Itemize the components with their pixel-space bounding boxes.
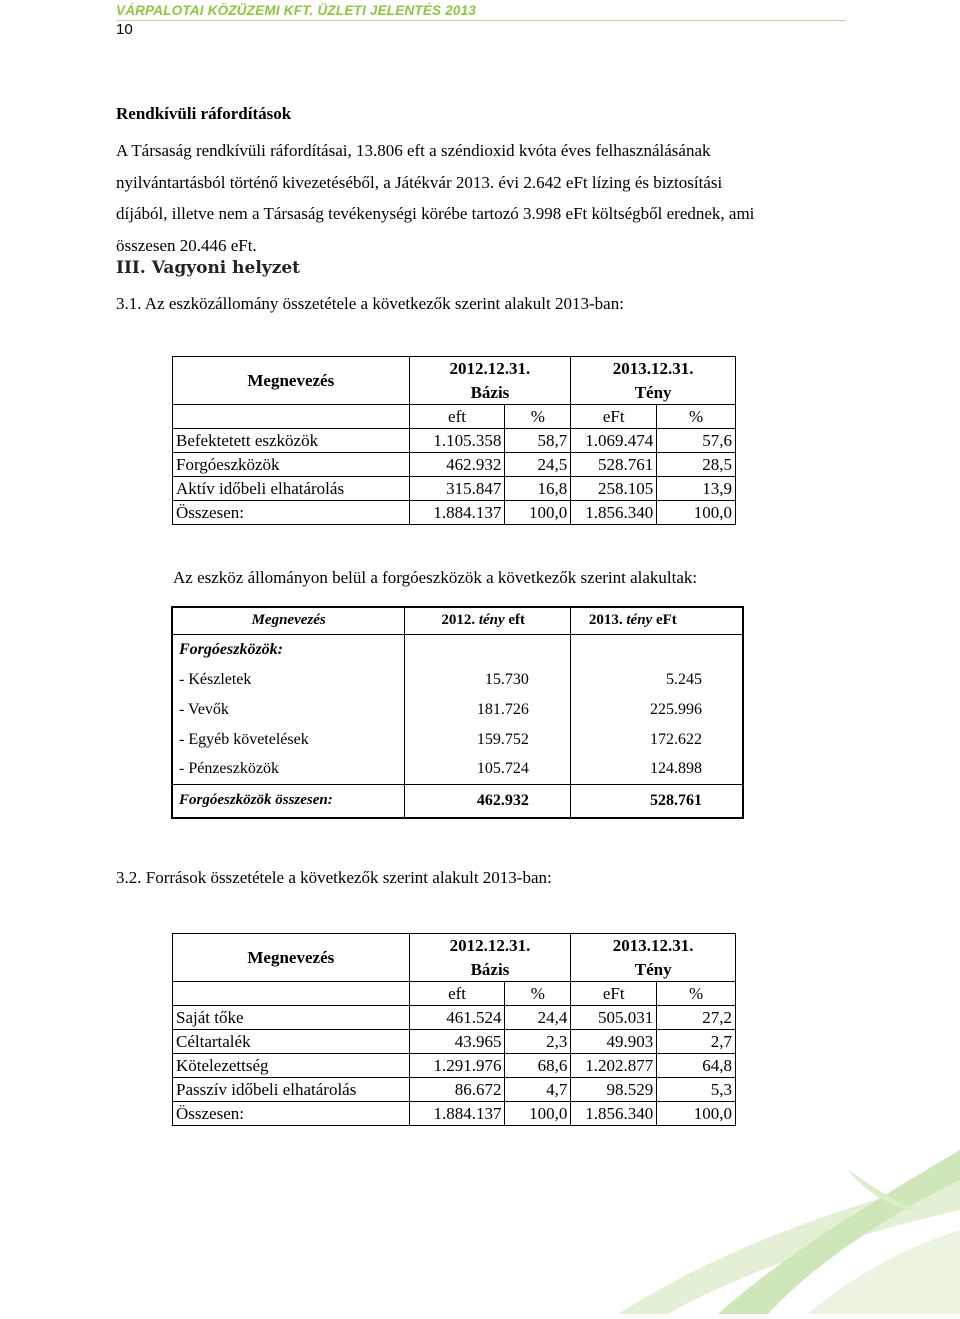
col-header-fact-label: Tény <box>571 958 736 982</box>
col-header-base-label: Bázis <box>409 381 571 405</box>
unit-eft: eft <box>409 982 505 1006</box>
cell-value: 43.965 <box>409 1030 505 1054</box>
table-row <box>172 754 743 784</box>
cell-percent: 100,0 <box>657 1102 736 1126</box>
cell-percent: 100,0 <box>657 501 736 525</box>
cell-percent: 64,8 <box>657 1054 736 1078</box>
paragraph-line: összesen 20.446 eFt. <box>116 235 257 255</box>
cell-value: 181.726 <box>405 694 571 724</box>
col-header-fact-date: 2013.12.31. <box>571 357 736 381</box>
cell-value: 1.202.877 <box>571 1054 657 1078</box>
subheading-3-2: 3.2. Források összetétele a következők szerint alakult 2013-ban: <box>116 868 552 887</box>
cell-percent: 68,6 <box>505 1054 571 1078</box>
col-header-base-label: Bázis <box>409 958 571 982</box>
paragraph-line: A Társaság rendkívüli ráfordításai, 13.806 eft a széndioxid kvóta éves felhasználásának <box>116 141 711 160</box>
header-divider <box>116 20 846 21</box>
cell-value: 98.529 <box>571 1078 657 1102</box>
cell-value: 1.856.340 <box>571 501 657 525</box>
cell-value: 528.761 <box>571 453 657 477</box>
table-row <box>172 694 743 724</box>
table-row <box>172 724 743 754</box>
cell-value: 15.730 <box>405 664 571 694</box>
cell-percent: 57,6 <box>657 429 736 453</box>
section-heading-assets: III. Vagyoni helyzet <box>116 258 301 278</box>
table-total-row <box>172 784 743 818</box>
cell-value: 1.291.976 <box>409 1054 505 1078</box>
table-row <box>173 1030 736 1054</box>
col-header-base-date: 2012.12.31. <box>409 934 571 958</box>
col-header-name: Megnevezés <box>173 357 410 405</box>
unit-empty-cell <box>173 982 410 1006</box>
col-header-name: Megnevezés <box>173 934 410 982</box>
cell-percent: 100,0 <box>505 501 571 525</box>
unit-pct: % <box>505 405 571 429</box>
group-label: Forgóeszközök: <box>172 634 405 664</box>
current-assets-intro: Az eszköz állományon belül a forgóeszközök a következők szerint alakultak: <box>173 568 698 587</box>
table-total-row <box>173 1102 736 1126</box>
row-name: - Pénzeszközök <box>172 754 405 784</box>
table-row <box>173 477 736 501</box>
cell-value: 1.069.474 <box>571 429 657 453</box>
cell-value: 49.903 <box>571 1030 657 1054</box>
unit-empty-cell <box>173 405 410 429</box>
cell-value: 1.884.137 <box>409 1102 505 1126</box>
cell-percent: 100,0 <box>505 1102 571 1126</box>
table-row <box>172 664 743 694</box>
cell-value: 225.996 <box>650 700 702 718</box>
cell-value: 159.752 <box>405 724 571 754</box>
table-row <box>173 1054 736 1078</box>
cell-value: 1.884.137 <box>409 501 505 525</box>
unit-eft: eft <box>409 405 505 429</box>
col-header-name: Megnevezés <box>172 607 405 634</box>
table-total-row <box>173 501 736 525</box>
subheading-3-1: 3.1. Az eszközállomány összetétele a következők szerint alakult 2013-ban: <box>116 294 624 313</box>
cell-value: 124.898 <box>650 760 702 778</box>
cell-percent: 2,3 <box>505 1030 571 1054</box>
cell-value: 258.105 <box>571 477 657 501</box>
cell-percent: 58,7 <box>505 429 571 453</box>
col-header-fact-label: Tény <box>571 381 736 405</box>
row-name: - Egyéb követelések <box>172 724 405 754</box>
col-header-2012: 2012. tény eft <box>405 607 571 634</box>
cell-percent: 28,5 <box>657 453 736 477</box>
total-value: 528.761 <box>570 784 743 818</box>
cell-value: 505.031 <box>571 1006 657 1030</box>
cell-percent: 24,4 <box>505 1006 571 1030</box>
total-label: Forgóeszközök összesen: <box>172 784 405 818</box>
extraordinary-expenses-heading: Rendkívüli ráfordítások <box>116 104 292 123</box>
col-header-fact-date: 2013.12.31. <box>571 934 736 958</box>
paragraph-line: nyilvántartásból történő kivezetéséből, a Játékvár 2013. évi 2.642 eFt lízing és biztosítási <box>116 172 723 192</box>
total-value: 462.932 <box>405 784 571 818</box>
paragraph-line: díjából, illetve nem a Társaság tevékenységi körébe tartozó 3.998 eFt költségből erednek, ami <box>116 204 755 223</box>
cell-percent: 27,2 <box>657 1006 736 1030</box>
leaf-swoosh-logo-icon <box>598 1150 960 1319</box>
unit-eft: eFt <box>571 982 657 1006</box>
unit-pct: % <box>657 982 736 1006</box>
row-name: Passzív időbeli elhatárolás <box>173 1078 410 1102</box>
cell-percent: 2,7 <box>657 1030 736 1054</box>
unit-pct: % <box>505 982 571 1006</box>
cell-value: 86.672 <box>409 1078 505 1102</box>
extraordinary-expenses-text <box>116 135 846 261</box>
table-row <box>173 1078 736 1102</box>
sources-table <box>172 933 736 1126</box>
row-name: Befektetett eszközök <box>173 429 410 453</box>
cell-percent: 4,7 <box>505 1078 571 1102</box>
current-assets-table <box>171 606 744 819</box>
table-row <box>173 453 736 477</box>
row-name: Céltartalék <box>173 1030 410 1054</box>
cell-percent: 13,9 <box>657 477 736 501</box>
row-name: Saját tőke <box>173 1006 410 1030</box>
table-row <box>173 429 736 453</box>
col-header-2013: 2013. tény eFt <box>570 607 743 634</box>
cell-percent: 5,3 <box>657 1078 736 1102</box>
report-header-title: VÁRPALOTAI KÖZÜZEMI KFT. ÜZLETI JELENTÉS 2013 <box>116 3 477 18</box>
cell-value: 462.932 <box>409 453 505 477</box>
cell-percent: 24,5 <box>505 453 571 477</box>
cell-value: 315.847 <box>409 477 505 501</box>
assets-table <box>172 356 736 525</box>
cell-percent: 16,8 <box>505 477 571 501</box>
cell-value: 1.856.340 <box>571 1102 657 1126</box>
cell-value: 105.724 <box>405 754 571 784</box>
row-name: Forgóeszközök <box>173 453 410 477</box>
row-name: Aktív időbeli elhatárolás <box>173 477 410 501</box>
table-row <box>173 1006 736 1030</box>
row-name: Összesen: <box>173 1102 410 1126</box>
cell-value: 172.622 <box>650 730 702 748</box>
row-name: - Vevők <box>172 694 405 724</box>
page-number: 10 <box>116 21 133 38</box>
cell-value: 5.245 <box>666 670 702 688</box>
unit-eft: eFt <box>571 405 657 429</box>
row-name: Kötelezettség <box>173 1054 410 1078</box>
row-name: Összesen: <box>173 501 410 525</box>
cell-value: 1.105.358 <box>409 429 505 453</box>
row-name: - Készletek <box>172 664 405 694</box>
unit-pct: % <box>657 405 736 429</box>
cell-value: 461.524 <box>409 1006 505 1030</box>
col-header-base-date: 2012.12.31. <box>409 357 571 381</box>
